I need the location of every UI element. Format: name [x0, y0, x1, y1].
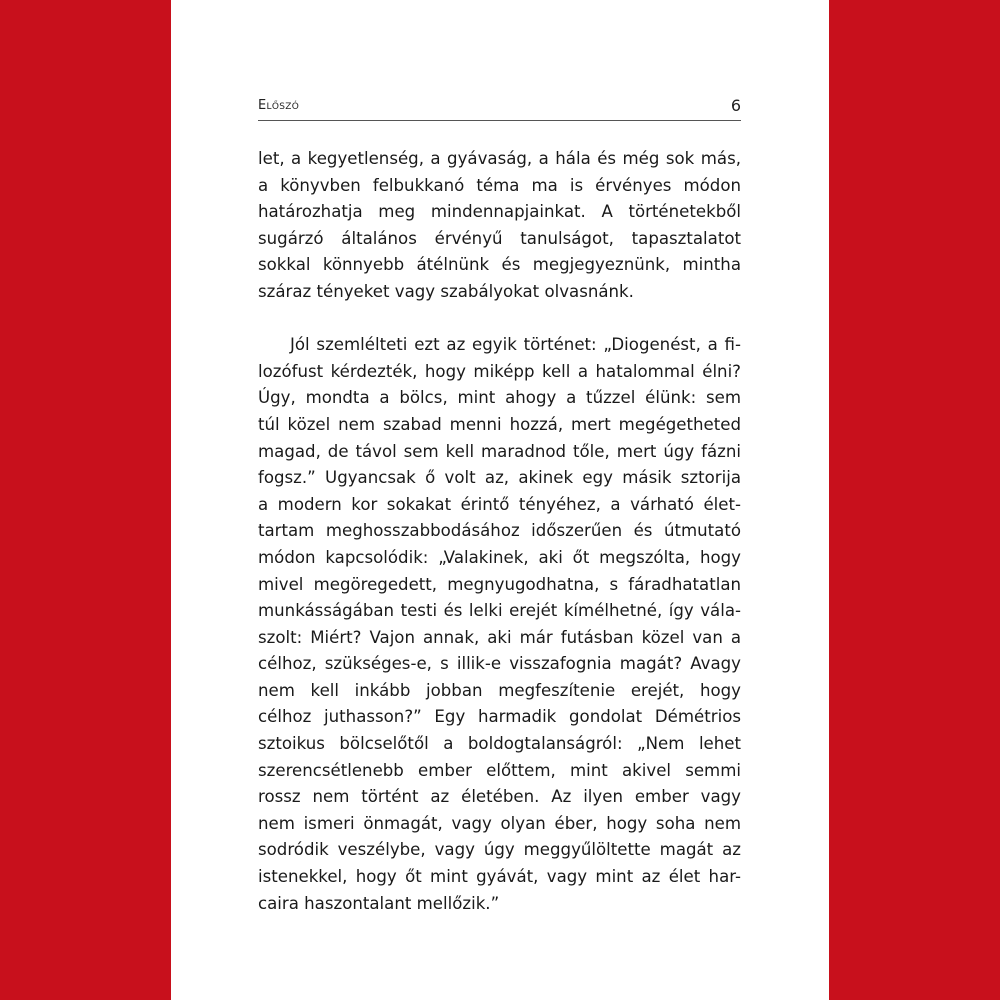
paragraph-1: [258, 146, 741, 306]
text-line: sodródik veszélybe, vagy úgy meggyűlöltette magát az: [258, 840, 741, 860]
text-line: tartam meghosszabbodásához időszerűen és útmutató: [258, 521, 741, 541]
text-line: lozófust kérdezték, hogy miképp kell a hatalommal élni?: [258, 361, 741, 381]
text-line: szerencsétlenebb ember előttem, mint akivel semmi: [258, 760, 741, 780]
text-line: a könyvben felbukkanó téma ma is érvényes módon: [258, 175, 741, 195]
text-line: sokkal könnyebb átélnünk és megjegyeznünk, mintha: [258, 255, 741, 275]
text-line: nem ismeri önmagát, vagy olyan éber, hogy soha nem: [258, 813, 741, 833]
text-line: a modern kor sokakat érintő tényéhez, a várható élet-: [258, 494, 741, 514]
text-line: sugárzó általános érvényű tanulságot, tapasztalatot: [258, 228, 741, 248]
text-line: célhoz, szükséges-e, s illik-e visszafognia magát? Avagy: [258, 654, 741, 674]
text-line: munkásságában testi és lelki erejét kímélhetné, így vála-: [258, 601, 741, 621]
text-line: caira haszontalant mellőzik.”: [258, 893, 500, 913]
running-header: [258, 98, 741, 121]
text-line: nem kell inkább jobban megfeszítenie erejét, hogy: [258, 680, 741, 700]
text-line: túl közel nem szabad menni hozzá, mert megégetheted: [258, 414, 741, 434]
text-line: mivel megöregedett, megnyugodhatna, s fáradhatatlan: [258, 574, 741, 594]
paragraph-2: [258, 332, 741, 917]
body-text: [258, 146, 741, 917]
text-line: száraz tényeket vagy szabályokat olvasnánk.: [258, 281, 634, 301]
page-number: 6: [730, 96, 741, 115]
text-line: módon kapcsolódik: „Valakinek, aki őt megszólta, hogy: [258, 547, 741, 567]
chapter-title: Előszó: [258, 98, 300, 113]
text-line: magad, de távol sem kell maradnod tőle, mert úgy fázni: [258, 441, 741, 461]
text-line: határozhatja meg mindennapjainkat. A történetekből: [258, 202, 741, 222]
paragraph-gap: [258, 306, 741, 333]
text-line: let, a kegyetlenség, a gyávaság, a hála és még sok más,: [258, 149, 741, 168]
book-page: [171, 0, 829, 1000]
text-line: szolt: Miért? Vajon annak, aki már futásban közel van a: [258, 627, 741, 647]
text-line: Jól szemlélteti ezt az egyik történet: „Diogenést, a fi-: [290, 335, 741, 355]
text-line: fogsz.” Ugyancsak ő volt az, akinek egy másik sztorija: [258, 468, 741, 488]
text-line: Úgy, mondta a bölcs, mint ahogy a tűzzel élünk: sem: [258, 388, 741, 408]
text-line: rossz nem történt az életében. Az ilyen ember vagy: [258, 787, 741, 807]
text-line: célhoz juthasson?” Egy harmadik gondolat Démétrios: [258, 707, 741, 727]
text-line: istenekkel, hogy őt mint gyávát, vagy mint az élet har-: [258, 867, 741, 887]
text-line: sztoikus bölcselőtől a boldogtalanságról: „Nem lehet: [258, 734, 741, 754]
